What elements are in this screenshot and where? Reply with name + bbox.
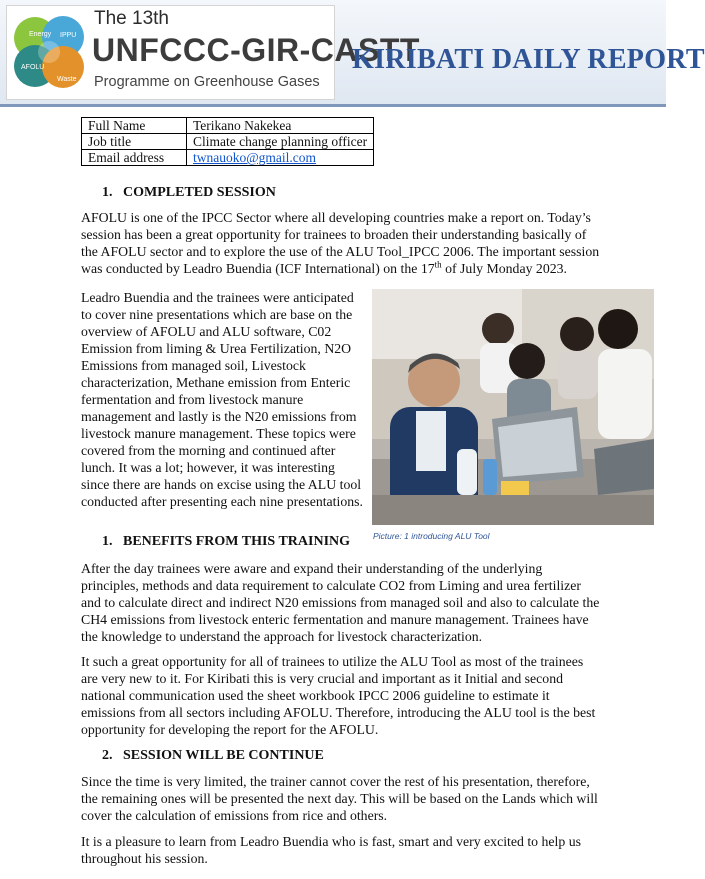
report-title: KIRIBATI DAILY REPORT bbox=[352, 44, 705, 75]
info-label: Full Name bbox=[82, 118, 187, 134]
sector-circles-logo-icon bbox=[11, 10, 91, 96]
report-header bbox=[0, 0, 705, 107]
logo-programme-subtitle: Programme on Greenhouse Gases bbox=[94, 74, 320, 90]
completed-session-paragraph: AFOLU is one of the IPCC Sector where all developing countries make a report on. Today’s session has been a great opportunity for trainees to broaden their understanding basically of the AFOLU sector and to explore the use of the ALU Tool_IPCC 2006. The important session was conducted by Leadro Buendia (ICF International) on the 17th of July Monday 2023. bbox=[81, 210, 600, 276]
logo-label-ippu: IPPU bbox=[60, 32, 77, 39]
logo-edition-text: The 13th bbox=[94, 8, 169, 29]
section-title: SESSION WILL BE CONTINUE bbox=[123, 748, 324, 763]
session-continue-heading bbox=[102, 748, 324, 764]
programme-logo bbox=[6, 5, 420, 100]
section-title: COMPLETED SESSION bbox=[123, 185, 276, 200]
table-row bbox=[82, 134, 374, 150]
info-label: Email address bbox=[82, 150, 187, 166]
benefits-paragraph-1: After the day trainees were aware and expand their understanding of the underlying principles, methods and data requirement to calculate CO2 from Liming and urea fertilizer and to calculate direct and indirect N20 emissions from managed soil and also to calculate the CH4 emissions from livestock enteric fermentation and manure management. Trainees have the knowledge to understand the approach for livestock characterization. bbox=[81, 561, 600, 644]
logo-label-afolu: AFOLU bbox=[21, 64, 45, 71]
benefits-paragraph-2: It such a great opportunity for all of trainees to utilize the ALU Tool as most of the trainees are very new to it. For Kiribati this is very crucial and important as it Initial and second national communication used the sheet workbook IPCC 2006 guideline to estimate it emissions from all sectors including AFOLU. Therefore, introducing the ALU tool is the best opportunity for developing the report for the AFOLU. bbox=[81, 654, 596, 737]
presentations-paragraph: Leadro Buendia and the trainees were anticipated to cover nine presentations which are base on the overview of AFOLU and ALU software, C02 Emission from liming & Urea Fertilization, N2O Emissions from managed soil, Livestock characterization, Methane emission from Enteric fermentation and from livestock manure management and lastly is the N20 emissions from livestock manure management. These topics were covered from the morning and continued after lunch. It was a lot; however, it was interesting since there are hands on excise using the ALU tool conducted after presenting each nine presentations. bbox=[81, 290, 363, 509]
section-title: BENEFITS FROM THIS TRAINING bbox=[123, 534, 351, 549]
info-value: Terikano Nakekea bbox=[187, 118, 374, 134]
section-number: 2. bbox=[102, 748, 113, 763]
continue-paragraph-2: It is a pleasure to learn from Leadro Buendia who is fast, smart and very excited to help us throughout his session. bbox=[81, 834, 581, 866]
email-link[interactable]: twnauoko@gmail.com bbox=[193, 150, 317, 165]
section-number: 1. bbox=[102, 534, 113, 549]
personal-info-table bbox=[81, 117, 374, 166]
section-number: 1. bbox=[102, 185, 113, 200]
table-row bbox=[82, 118, 374, 134]
logo-programme-name: UNFCCC-GIR-CASTT bbox=[92, 32, 420, 68]
info-value: Climate change planning officer bbox=[187, 134, 374, 150]
table-row bbox=[82, 150, 374, 166]
benefits-heading bbox=[102, 534, 350, 550]
continue-paragraph-1: Since the time is very limited, the trainer cannot cover the rest of his presentation, therefore, the remaining ones will be presented the next day. This will be based on the Lands which will cover the calculation of emissions from rice and others. bbox=[81, 774, 598, 823]
training-photo bbox=[372, 289, 654, 525]
logo-label-energy: Energy bbox=[29, 31, 52, 38]
completed-session-heading bbox=[102, 185, 276, 201]
photo-caption: Picture: 1 introducing ALU Tool bbox=[373, 531, 490, 541]
info-label: Job title bbox=[82, 134, 187, 150]
logo-label-waste: Waste bbox=[57, 76, 77, 83]
